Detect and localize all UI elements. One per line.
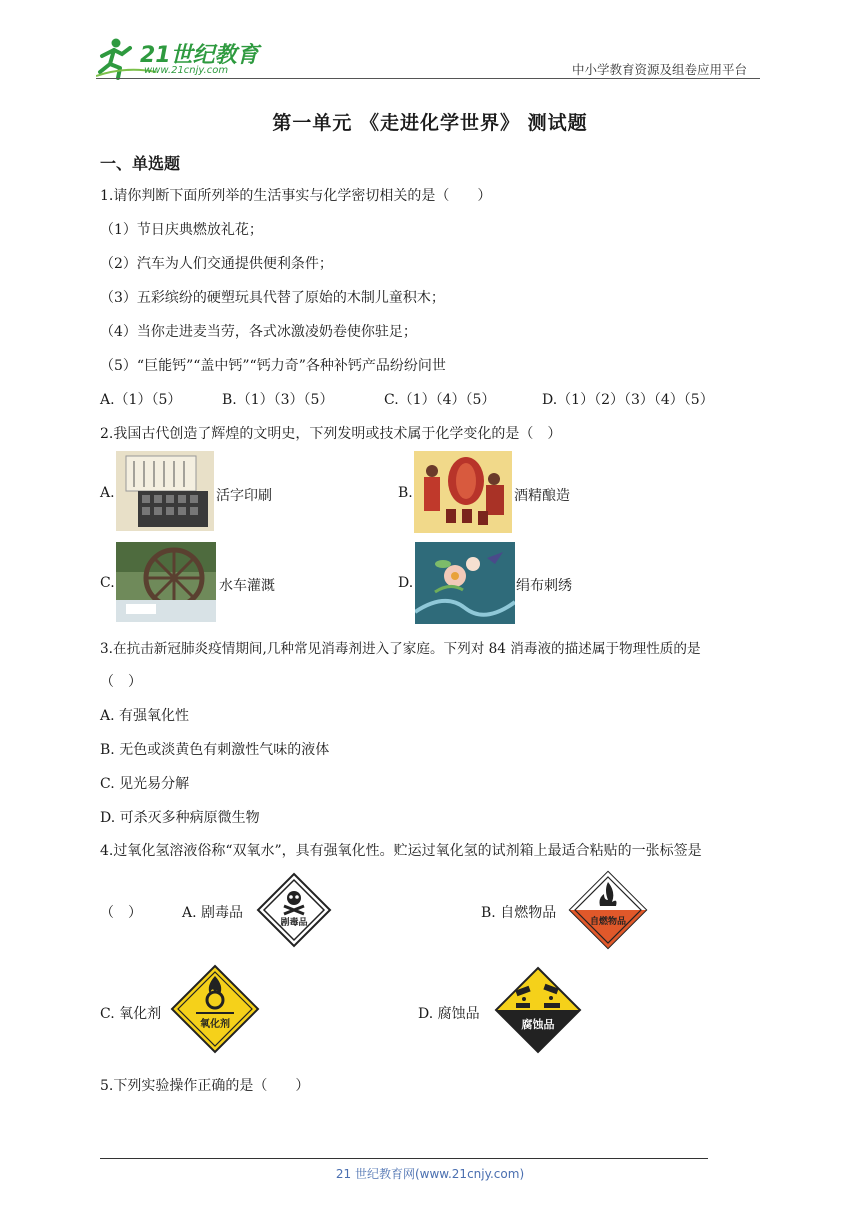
- page-title: 第一单元 《走进化学世界》 测试题: [272, 112, 588, 134]
- q1-stem: 1.请你判断下面所列举的生活事实与化学密切相关的是（ ）: [100, 188, 492, 204]
- header-divider: [96, 78, 760, 79]
- q5-stem: 5.下列实验操作正确的是（ ）: [100, 1078, 310, 1094]
- toxic-sign-text: 剧毒品: [280, 918, 308, 928]
- q1-option-d: D.（1）（2）（3）（4）（5）: [542, 392, 714, 408]
- section-heading: 一、单选题: [100, 154, 181, 173]
- q2-option-d-label: 绢布刺绣: [516, 578, 572, 594]
- logo-text: 21世纪教育: [140, 43, 259, 68]
- waterwheel-image: [116, 542, 216, 622]
- q4-bracket: （ ）: [100, 905, 142, 921]
- embroidery-image: [415, 542, 515, 624]
- q1-item: （5）“巨能钙”“盖中钙”“钙力奇”各种补钙产品纷纷问世: [100, 358, 446, 374]
- q1-option-b: B.（1）（3）（5）: [222, 392, 334, 408]
- logo-url: www.21cnjy.com: [144, 65, 229, 76]
- q2-option-c-label: 水车灌溉: [219, 578, 275, 594]
- q4-option-a-label: A. 剧毒品: [182, 905, 244, 921]
- combustion-sign-text: 自燃物品: [589, 917, 627, 927]
- q1-option-c: C.（1）（4）（5）: [384, 392, 496, 408]
- q2-option-d-letter: D.: [398, 575, 414, 591]
- movable-type-image: [116, 451, 214, 531]
- q2-option-a-label: 活字印刷: [216, 488, 272, 504]
- q3-stem: 3.在抗击新冠肺炎疫情期间,几种常见消毒剂进入了家庭。下列对 84 消毒液的描述属于物理性质的是: [100, 641, 701, 657]
- footer-link[interactable]: 21 世纪教育网(www.21cnjy.com): [335, 1167, 525, 1181]
- q1-item: （4）当你走进麦当劳，各式冰激凌奶卷使你驻足；: [100, 324, 417, 340]
- corrosive-sign-icon: [494, 966, 582, 1054]
- oxidizer-sign-text: 氧化剂: [200, 1019, 230, 1030]
- q1-option-a: A.（1）（5）: [100, 392, 182, 408]
- q3-option-c: C. 见光易分解: [100, 776, 190, 792]
- q4-option-c-label: C. 氧化剂: [100, 1006, 162, 1022]
- q3-option-a: A. 有强氧化性: [100, 708, 190, 724]
- corrosive-sign-text: 腐蚀品: [521, 1018, 555, 1031]
- q2-option-b-label: 酒精酿造: [514, 488, 570, 504]
- oxidizer-sign-icon: [170, 964, 260, 1054]
- q1-item: （3）五彩缤纷的硬塑玩具代替了原始的木制儿童积木；: [100, 290, 445, 306]
- q3-stem-bracket: （ ）: [100, 674, 142, 690]
- q4-stem: 4.过氧化氢溶液俗称“双氧水”，具有强氧化性。贮运过氧化氢的试剂箱上最适合粘贴的一张标签是: [100, 843, 702, 859]
- q1-item: （1）节日庆典燃放礼花；: [100, 222, 263, 238]
- q1-item: （2）汽车为人们交通提供便利条件；: [100, 256, 333, 272]
- site-logo: [96, 36, 266, 80]
- q2-option-b-letter: B.: [398, 485, 413, 501]
- q2-option-c-letter: C.: [100, 575, 115, 591]
- q2-option-a-letter: A.: [100, 485, 115, 501]
- q2-stem: 2.我国古代创造了辉煌的文明史，下列发明或技术属于化学变化的是（ ）: [100, 426, 562, 442]
- q3-option-b: B. 无色或淡黄色有刺激性气味的液体: [100, 742, 330, 758]
- q4-option-d-label: D. 腐蚀品: [418, 1006, 480, 1022]
- footer-divider: [100, 1158, 708, 1159]
- platform-label: 中小学教育资源及组卷应用平台: [572, 62, 748, 77]
- wine-brewing-image: [414, 451, 512, 533]
- q3-option-d: D. 可杀灭多种病原微生物: [100, 810, 260, 826]
- toxic-sign-icon: [256, 872, 332, 948]
- q4-option-b-label: B. 自燃物品: [481, 905, 557, 921]
- spontaneous-combustion-sign-icon: [568, 870, 648, 950]
